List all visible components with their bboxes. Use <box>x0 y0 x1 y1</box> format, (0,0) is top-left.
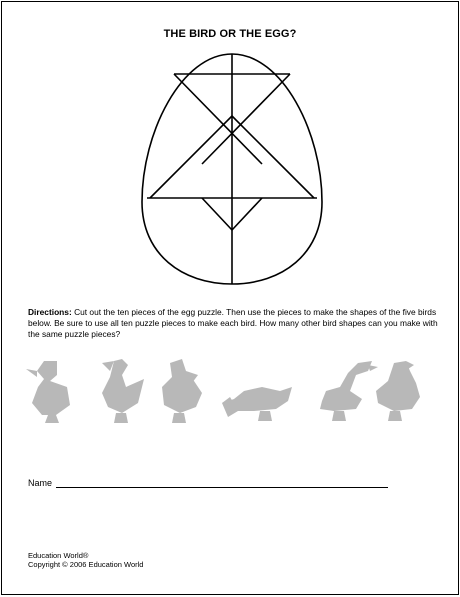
directions-paragraph <box>28 307 440 340</box>
bird-silhouette-6 <box>376 361 420 421</box>
egg-upper-x-line-2 <box>202 74 290 164</box>
directions-label: Directions: <box>28 307 72 317</box>
egg-triangle-right-edge <box>232 116 314 198</box>
bird-silhouette-4 <box>222 387 292 421</box>
footer-brand: Education World® <box>28 551 89 560</box>
footer-copyright: Copyright © 2006 Education World <box>28 560 144 569</box>
page-title: THE BIRD OR THE EGG? <box>163 28 297 40</box>
name-label: Name <box>28 478 53 488</box>
directions-text: Cut out the ten pieces of the egg puzzle. Then use the pieces to make the shapes of the five birds below. Be sure to use all ten puzzle pieces to make each bird. How many other bird shapes can you make with the same puzzle pieces? <box>28 307 438 339</box>
egg-upper-x-line-1 <box>174 74 262 164</box>
worksheet-page <box>1 1 459 595</box>
name-field-row <box>28 478 388 488</box>
name-write-line[interactable] <box>56 478 388 488</box>
bird-silhouette-2 <box>102 359 144 423</box>
bird-shapes-row <box>22 357 442 429</box>
bird-silhouette-3 <box>162 359 202 423</box>
bird-silhouette-5 <box>320 361 378 421</box>
footer <box>28 551 143 569</box>
egg-triangle-left-edge <box>150 116 232 198</box>
egg-puzzle-diagram <box>132 52 332 288</box>
bird-silhouette-1 <box>26 361 70 423</box>
